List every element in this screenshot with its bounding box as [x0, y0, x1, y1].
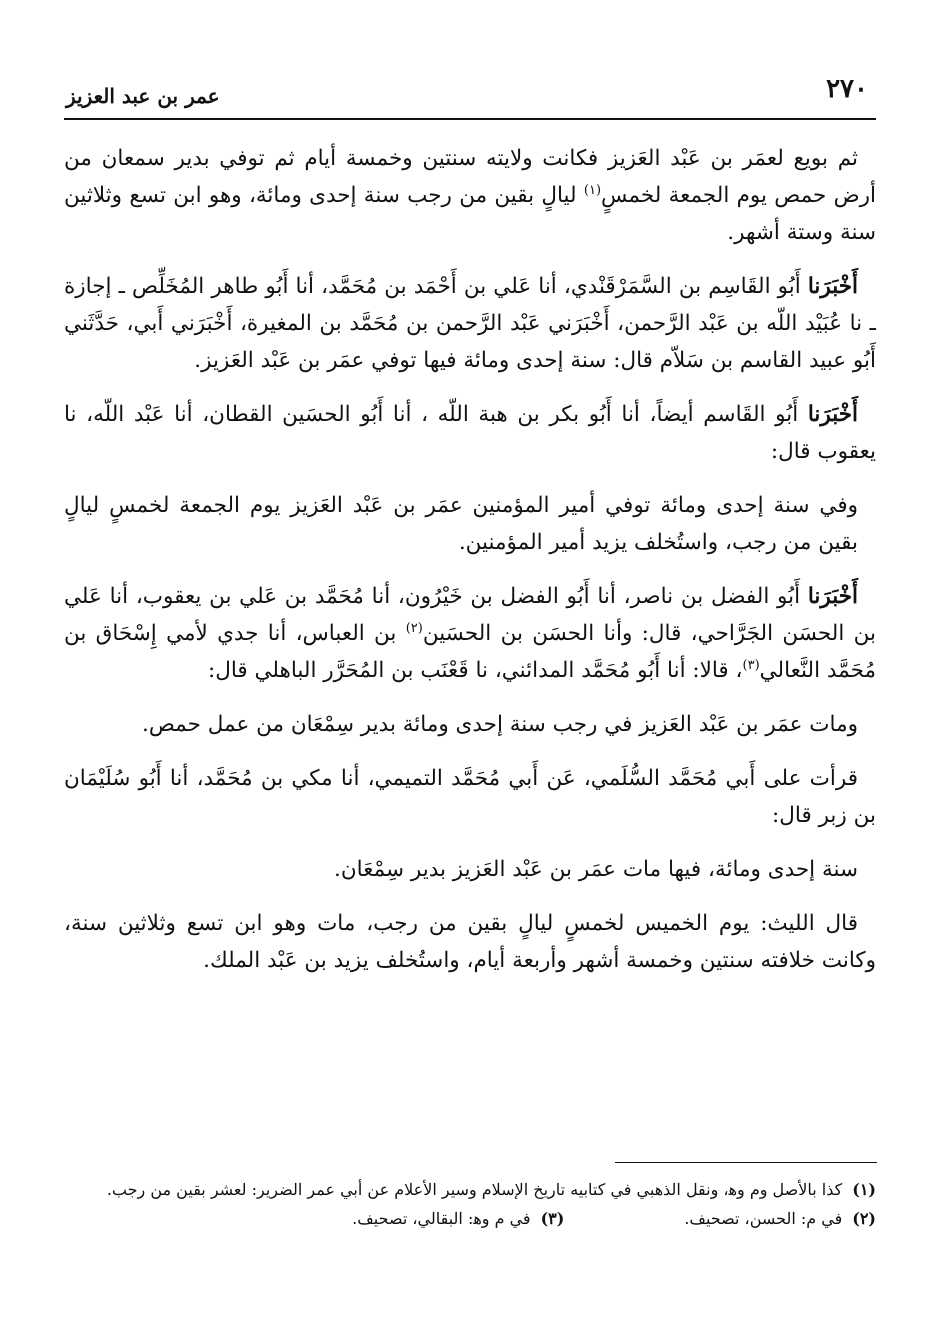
paragraph-text: أَبُو الفضل بن ناصر، أنا أَبُو الفضل بن خَيْرُون، أنا مُحَمَّد بن عَلي بن يعقوب، أنا عَلي بن الحسَن الجَرَّاحي، قال: وأنا الحسَن بن الحسَين	[64, 584, 876, 646]
footnote-number: (١)	[852, 1180, 876, 1199]
paragraph-2	[64, 268, 876, 379]
page-header	[64, 66, 876, 120]
paragraph-7	[64, 760, 876, 834]
paragraph-9	[64, 905, 876, 979]
footnotes	[64, 1175, 876, 1233]
paragraph-text: قرأت على أَبي مُحَمَّد السُّلَمي، عَن أَبي مُحَمَّد التميمي، أنا مكي بن مُحَمَّد، أنا أَبُو سُلَيْمَان بن زبر قال:	[64, 766, 876, 828]
footnote-3	[352, 1204, 564, 1233]
footnote-divider	[615, 1162, 877, 1163]
footnote-row	[64, 1204, 876, 1233]
main-text	[64, 140, 876, 996]
paragraph-text-cont: بن العباس، أنا جدي لأمي إِسْحَاق بن مُحَمَّد النَّعالي	[64, 621, 876, 683]
isnad-lead: أَخْبَرَنا	[807, 274, 858, 299]
footnote-number: (٢)	[852, 1209, 876, 1228]
footnote-text: في م وﻫ: البقالي، تصحيف.	[352, 1209, 531, 1228]
footnote-text: في م: الحسن، تصحيف.	[684, 1209, 843, 1228]
paragraph-text: أَبُو القَاسِم بن السَّمَرْقَنْدي، أنا عَلي بن أَحْمَد بن مُحَمَّد، أنا أَبُو طاهر المُخَلِّص ـ إجازة ـ نا عُبَيْد اللّه بن عَبْد الرَّحمن، أَخْبَرَني عَبْد الرَّحمن بن مُحَمَّد بن المغيرة، أَخْبَرَني أَبي، حَدَّثَني أَبُو عبيد القاسم بن سَلاّم قال: سنة إحدى ومائة فيها توفي عمَر بن عَبْد العَزيز.	[64, 274, 876, 373]
paragraph-4	[64, 487, 876, 561]
paragraph-text-cont: ليالٍ بقين من رجب سنة إحدى ومائة، وهو ابن تسع وثلاثين سنة وستة أشهر.	[64, 183, 876, 245]
isnad-lead: أَخْبَرَنا	[807, 402, 858, 427]
paragraph-5	[64, 578, 876, 689]
paragraph-text: قال الليث: يوم الخميس لخمسٍ ليالٍ بقين من رجب، مات وهو ابن تسع وثلاثين سنة، وكانت خلافته سنتين وخمسة أشهر وأربعة أيام، واستُخلف يزيد بن عَبْد الملك.	[64, 911, 876, 973]
footnote-ref-2: (٢)	[405, 620, 423, 636]
footnote-text: كذا بالأصل وم وﻫ، ونقل الذهبي في كتابيه تاريخ الإسلام وسير الأعلام عن أبي عمر الضرير: لعشر بقين من رجب.	[106, 1180, 843, 1199]
isnad-lead: أَخْبَرَنا	[807, 584, 858, 609]
footnote-number: (٣)	[540, 1209, 565, 1228]
paragraph-text: ثم بويع لعمَر بن عَبْد العَزيز فكانت ولايته سنتين وخمسة أيام ثم توفي بدير سمعان من أرض حمص يوم الجمعة لخمسٍ	[64, 146, 876, 208]
paragraph-3	[64, 396, 876, 470]
paragraph-text: وفي سنة إحدى ومائة توفي أمير المؤمنين عمَر بن عَبْد العَزيز يوم الجمعة لخمسٍ ليالٍ بقين من رجب، واستُخلف يزيد أمير المؤمنين.	[64, 493, 858, 555]
footnote-ref-1: (١)	[583, 182, 602, 198]
paragraph-8	[64, 851, 876, 888]
running-title: عمر بن عبد العزيز	[66, 84, 220, 108]
footnote-ref-3: (٣)	[742, 657, 760, 673]
paragraph-text: أَبُو القَاسم أيضاً، أنا أَبُو بكر بن هبة اللّه ، أنا أَبُو الحسَين القطان، أنا عَبْد اللّه، نا يعقوب قال:	[64, 402, 876, 464]
footnote-1	[64, 1175, 876, 1204]
paragraph-text: ومات عمَر بن عَبْد العَزيز في رجب سنة إحدى ومائة بدير سِمْعَان من عمل حمص.	[142, 712, 858, 737]
page-number: ٢٧٠	[826, 74, 868, 104]
footnote-2	[684, 1204, 876, 1233]
paragraph-text-cont-2: ، قالا: أنا أَبُو مُحَمَّد المدائني، نا قَعْنَب بن المُحَرَّر الباهلي قال:	[207, 658, 743, 683]
paragraph-text: سنة إحدى ومائة، فيها مات عمَر بن عَبْد العَزيز بدير سِمْعَان.	[334, 857, 858, 882]
paragraph-6	[64, 706, 876, 743]
paragraph-1	[64, 140, 876, 251]
